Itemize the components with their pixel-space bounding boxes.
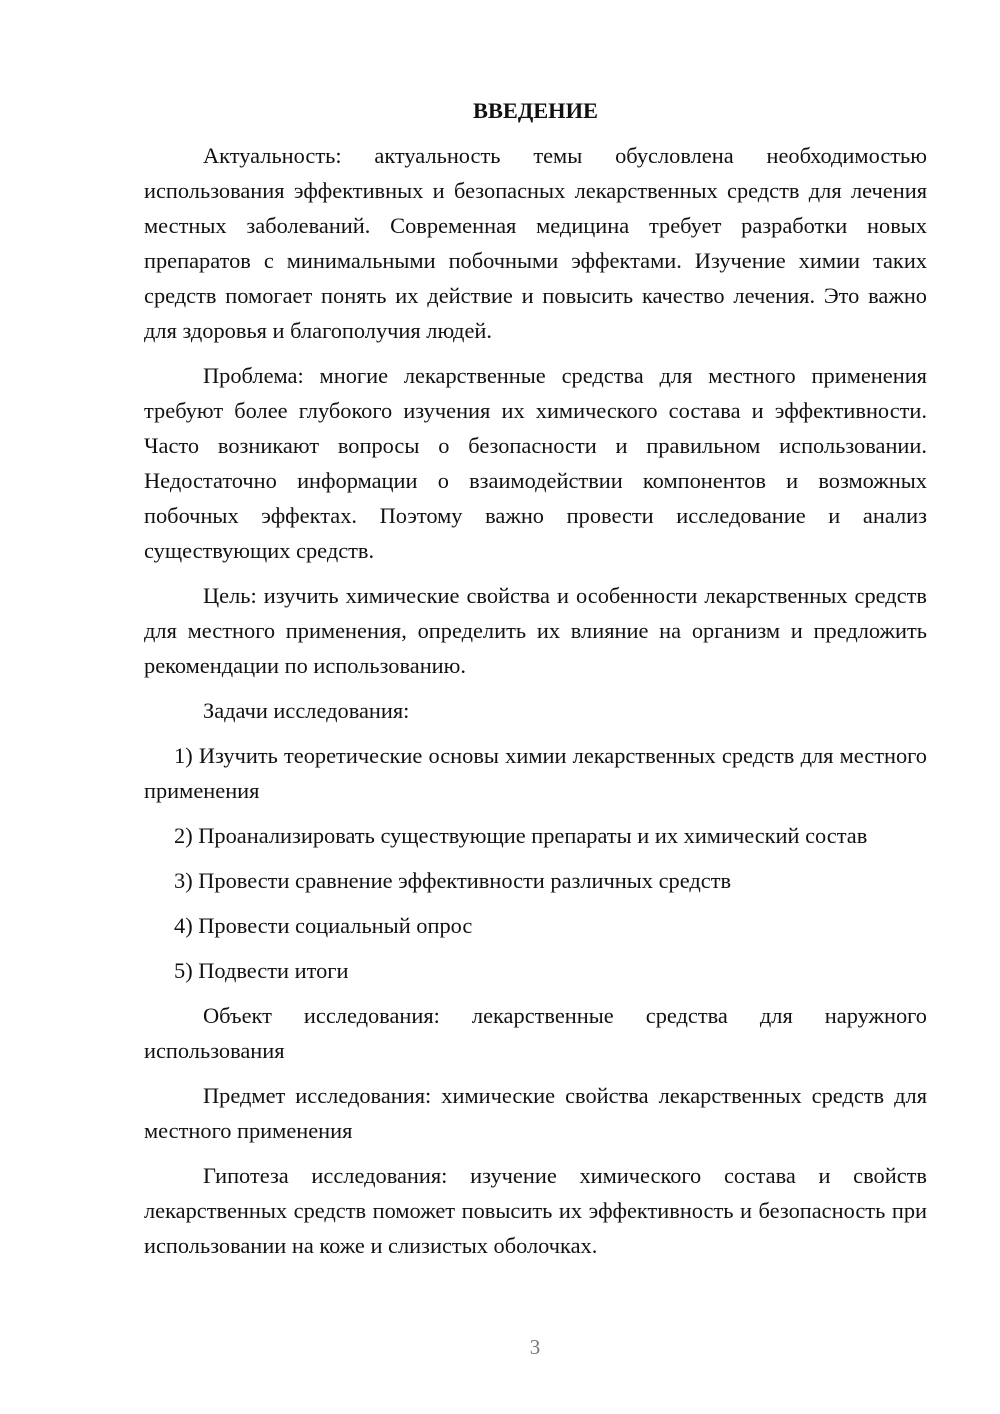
object-paragraph: Объект исследования: лекарственные средства для наружного использования — [144, 1003, 927, 1063]
relevance-paragraph: Актуальность: актуальность темы обусловлена необходимостью использования эффективных и безопасных лекарственных средств для лечения местных заболеваний. Современная медицина требует разработки новых препаратов с минимальными побочными эффектами. Изучение химии таких средств помогает понять их действие и повысить качество лечения. Это важно для здоровья и благополучия людей. — [144, 143, 927, 343]
section-title: ВВЕДЕНИЕ — [473, 98, 598, 123]
subject-paragraph: Предмет исследования: химические свойства лекарственных средств для местного применения — [144, 1083, 927, 1143]
tasks-heading: Задачи исследования: — [203, 698, 410, 723]
page-number: 3 — [529, 1335, 541, 1359]
hypothesis-paragraph: Гипотеза исследования: изучение химического состава и свойств лекарственных средств поможет повысить их эффективность и безопасность при использовании на коже и слизистых оболочках. — [144, 1163, 927, 1258]
task-item-5: 5) Подвести итоги — [174, 958, 349, 983]
task-item-2: 2) Проанализировать существующие препараты и их химический состав — [174, 823, 868, 848]
task-item-1: 1) Изучить теоретические основы химии лекарственных средств для местного применения — [144, 743, 927, 803]
page-content — [144, 93, 927, 1273]
task-item-4: 4) Провести социальный опрос — [174, 913, 473, 938]
problem-paragraph: Проблема: многие лекарственные средства для местного применения требуют более глубокого изучения их химического состава и эффективности. Часто возникают вопросы о безопасности и правильном использовании. Недостаточно информации о взаимодействии компонентов и возможных побочных эффектах. Поэтому важно провести исследование и анализ существующих средств. — [144, 363, 927, 563]
task-item-3: 3) Провести сравнение эффективности различных средств — [174, 868, 732, 893]
goal-paragraph: Цель: изучить химические свойства и особенности лекарственных средств для местного применения, определить их влияние на организм и предложить рекомендации по использованию. — [144, 583, 927, 678]
